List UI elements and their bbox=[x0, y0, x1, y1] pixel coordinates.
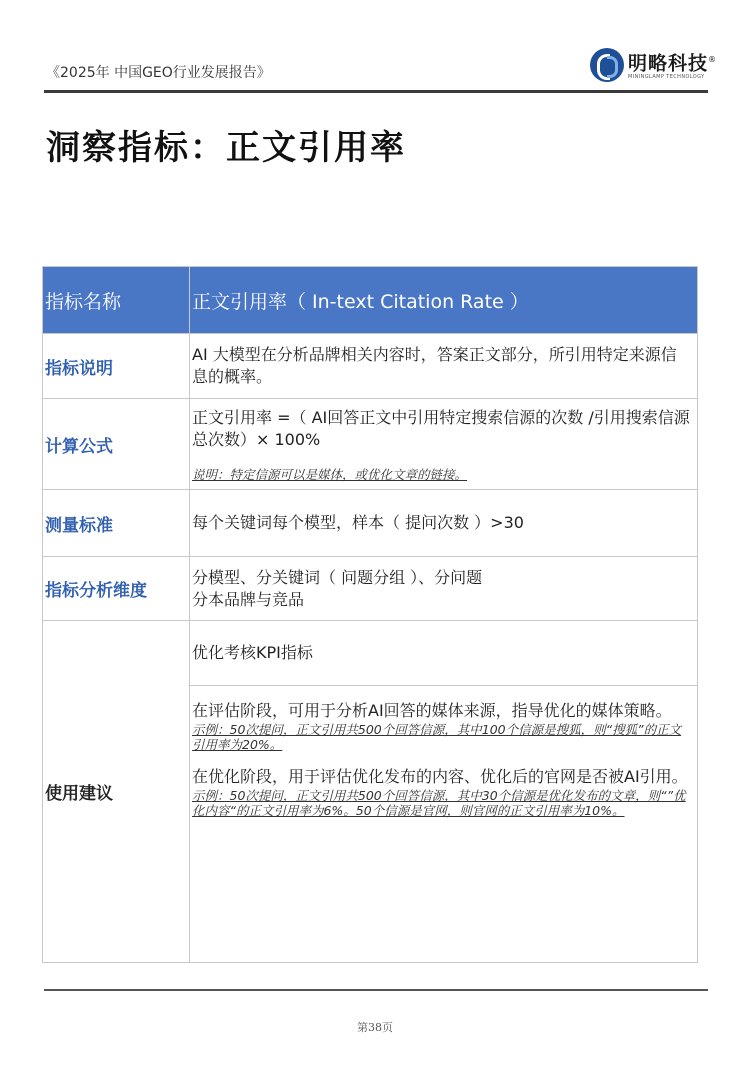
header-name-cell: 指标名称 bbox=[43, 267, 190, 334]
registered-mark: ® bbox=[708, 54, 718, 64]
row-value-cell bbox=[190, 399, 698, 490]
logo-english-name: MININGLAMP TECHNOLOGY bbox=[628, 74, 705, 81]
row-value: AI 大模型在分析品牌相关内容时，答案正文部分，所引用特定来源信息的概率。 bbox=[190, 334, 698, 399]
usage-example: 示例：50次提问，正文引用共500个回答信源，其中100个信源是搜狐，则“搜狐”的正文引用率为20%。 bbox=[192, 722, 682, 752]
usage-text: 在评估阶段，可用于分析AI回答的媒体来源，指导优化的媒体策略。 bbox=[192, 701, 672, 720]
header-divider bbox=[44, 90, 708, 93]
logo-name: 明略科技 bbox=[628, 52, 709, 75]
table-row bbox=[43, 399, 698, 490]
logo-mark-icon bbox=[590, 48, 624, 82]
table-header-row bbox=[43, 267, 698, 334]
table-row bbox=[43, 557, 698, 621]
table-row bbox=[43, 490, 698, 557]
dimension-line: 分模型、分关键词（ 问题分组 ）、分问题 bbox=[192, 567, 483, 587]
row-label: 指标说明 bbox=[43, 334, 190, 399]
kpi-cell: 优化考核KPI指标 bbox=[190, 621, 698, 686]
metric-table bbox=[42, 266, 698, 963]
row-label: 使用建议 bbox=[43, 621, 190, 963]
formula-text: 正文引用率 =（ AI回答正文中引用特定搜索信源的次数 /引用搜索信源总次数）× 100% bbox=[192, 407, 690, 449]
row-label: 测量标准 bbox=[43, 490, 190, 557]
usage-cell bbox=[190, 686, 698, 963]
row-value-cell bbox=[190, 557, 698, 621]
usage-example: 示例：50次提问，正文引用共500个回答信源，其中30个信源是优化发布的文章，则“”优化内容“的正文引用率为6%。50个信源是官网，则官网的正文引用率为10%。 bbox=[192, 788, 686, 818]
table-row bbox=[43, 621, 698, 686]
dimension-line: 分本品牌与竞品 bbox=[192, 589, 305, 609]
usage-text: 在优化阶段，用于评估优化发布的内容、优化后的官网是否被AI引用。 bbox=[192, 767, 688, 786]
company-logo bbox=[590, 48, 717, 82]
footer-divider bbox=[44, 989, 708, 991]
formula-note: 说明：特定信源可以是媒体，或优化文章的链接。 bbox=[192, 466, 468, 482]
page-number: 第38页 bbox=[357, 1021, 393, 1034]
row-label: 计算公式 bbox=[43, 399, 190, 490]
page-title: 洞察指标：正文引用率 bbox=[46, 128, 406, 168]
row-value: 每个关键词每个模型，样本（ 提问次数 ）>30 bbox=[190, 490, 698, 557]
row-label: 指标分析维度 bbox=[43, 557, 190, 621]
table-row bbox=[43, 334, 698, 399]
header-value-cell: 正文引用率（ In-text Citation Rate ） bbox=[190, 267, 698, 334]
report-title: 《2025年 中国GEO行业发展报告》 bbox=[46, 65, 271, 81]
